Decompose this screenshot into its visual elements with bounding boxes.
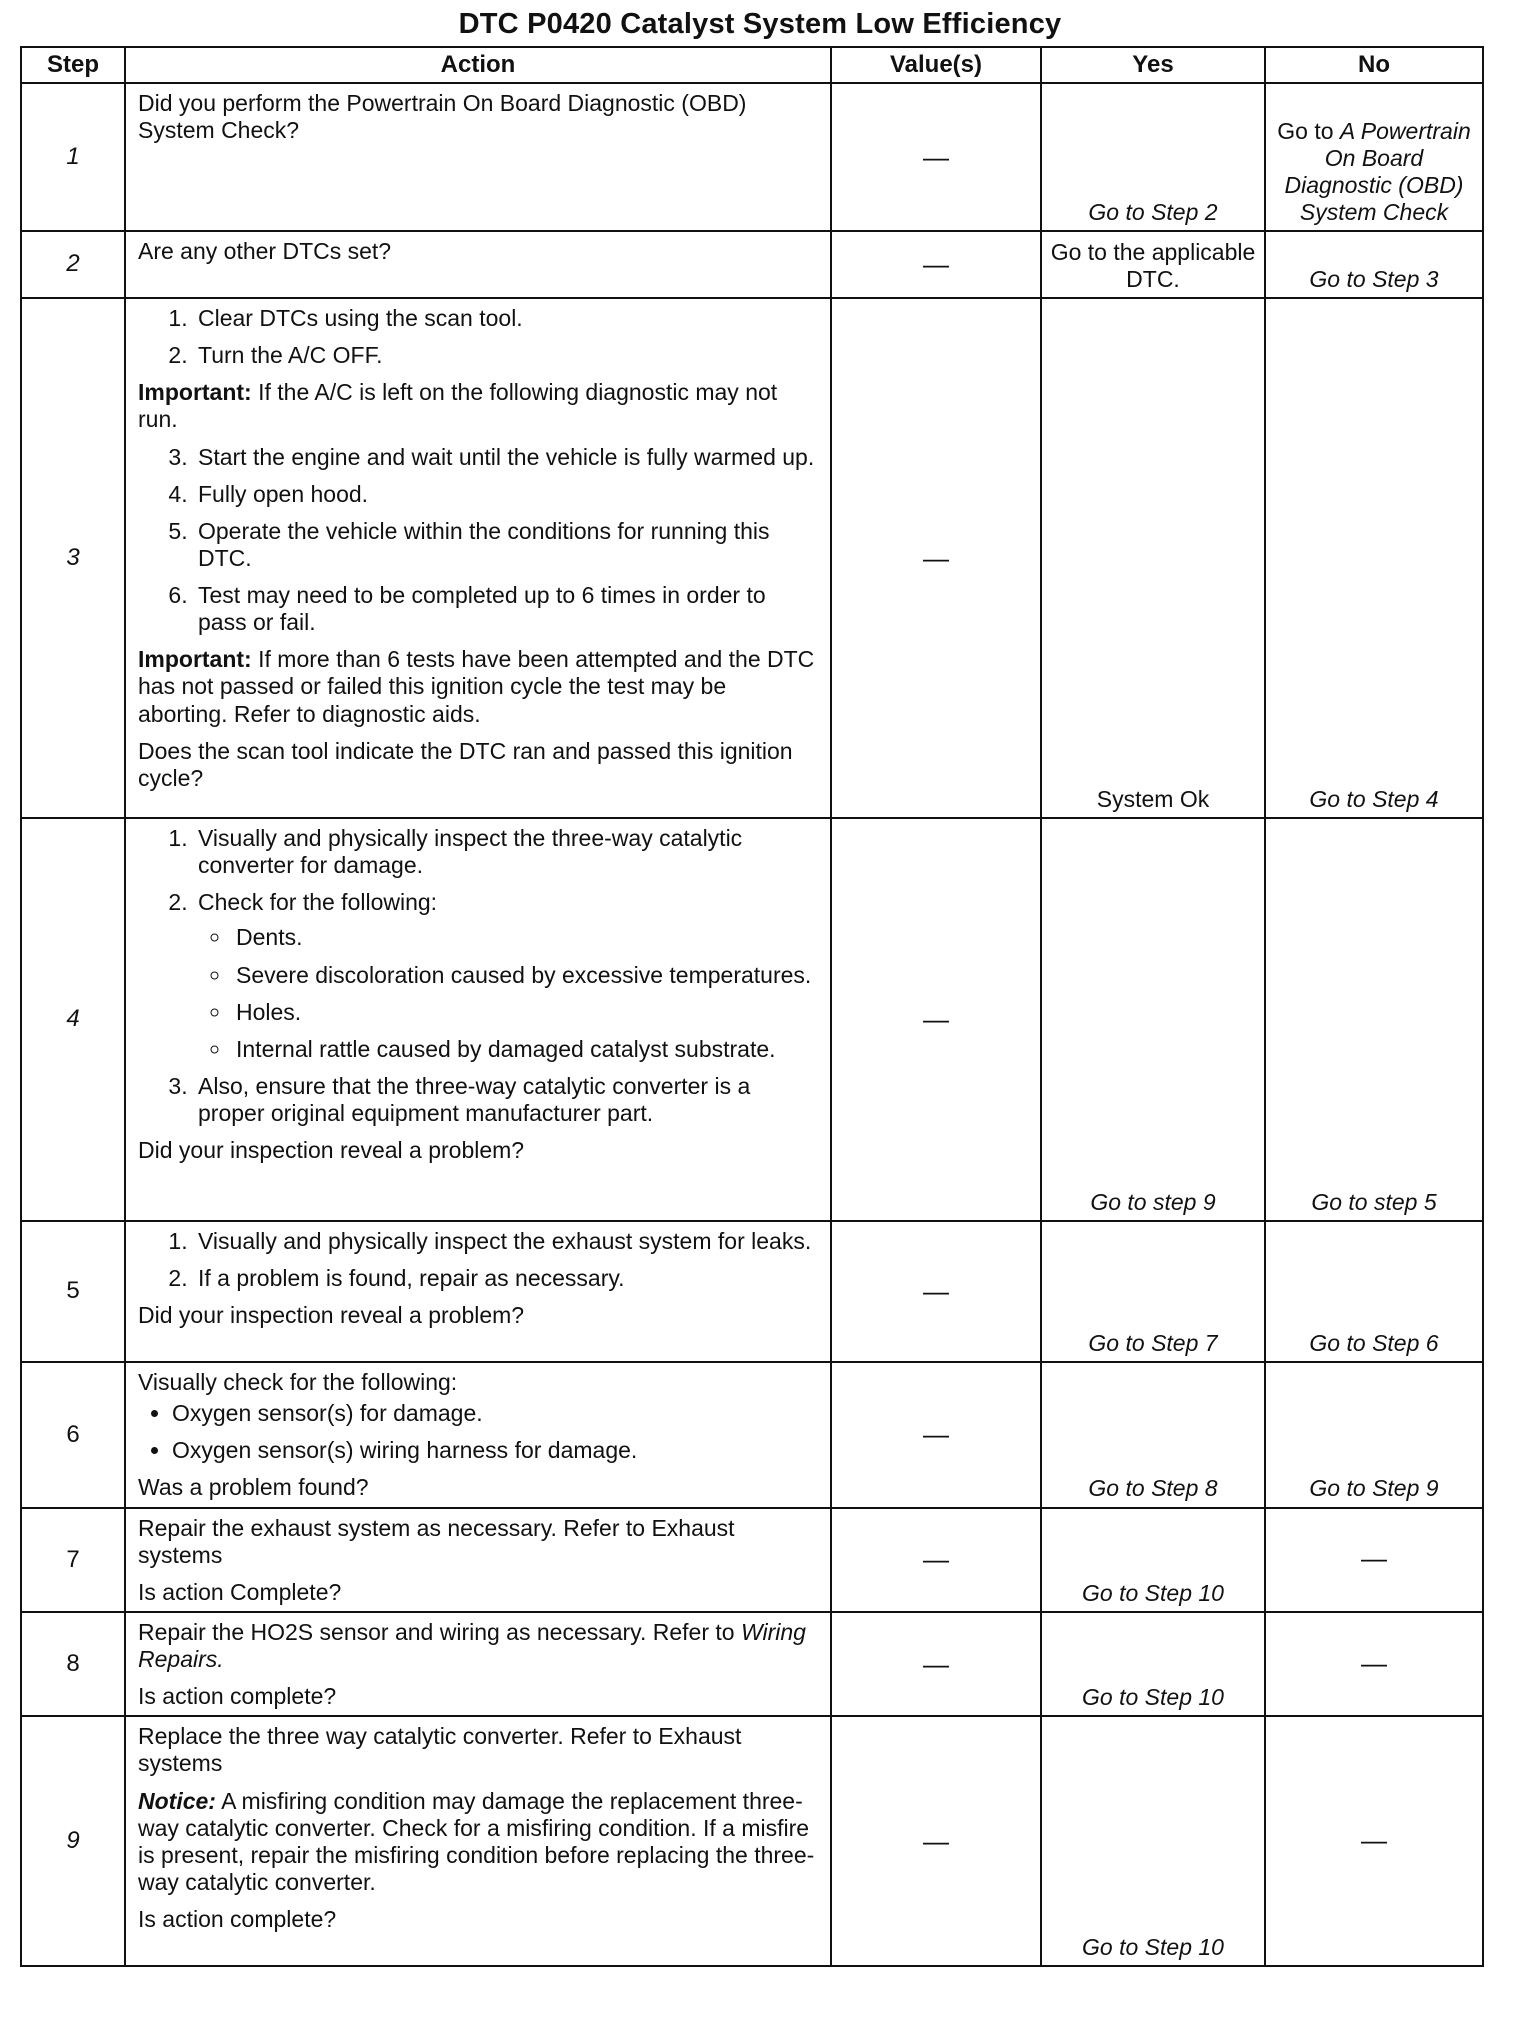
action-cell — [125, 1221, 831, 1362]
value-dash: — — [831, 83, 1041, 231]
no-result-link[interactable]: A Powertrain On Board Diagnostic (OBD) System Check — [1284, 117, 1471, 225]
yes-result: Go to Step 8 — [1041, 1362, 1265, 1508]
value-dash: — — [831, 1612, 1041, 1716]
header-values: Value(s) — [831, 47, 1041, 83]
intro-text: Visually check for the following: — [138, 1369, 458, 1395]
notice-label: Notice: — [138, 1787, 216, 1814]
list-item: 1. Clear DTCs using the scan tool. — [194, 305, 820, 332]
list-item: 3. Start the engine and wait until the vehicle is fully warmed up. — [194, 444, 820, 471]
value-dash: — — [831, 1362, 1041, 1508]
yes-result: Go to Step 10 — [1041, 1508, 1265, 1612]
yes-result: System Ok — [1041, 298, 1265, 818]
list-item: 2. Turn the A/C OFF. — [194, 342, 820, 369]
step-number: 2 — [21, 231, 125, 298]
important-note — [138, 379, 820, 433]
header-yes: Yes — [1041, 47, 1265, 83]
procedure-list — [138, 825, 820, 1127]
list-item-text: Check for the following: — [198, 889, 438, 916]
header-step: Step — [21, 47, 125, 83]
list-item: 1. Visually and physically inspect the exhaust system for leaks. — [194, 1228, 820, 1255]
header-action: Action — [125, 47, 831, 83]
table-row — [21, 1508, 1483, 1612]
step-number: 8 — [21, 1612, 125, 1716]
wiring-repairs-link[interactable]: Wiring Repairs. — [138, 1618, 806, 1672]
action-cell — [125, 231, 831, 298]
important-note — [138, 646, 820, 727]
value-dash: — — [831, 231, 1041, 298]
step-number: 5 — [21, 1221, 125, 1362]
action-text-main: Repair the HO2S sensor and wiring as necessary. Refer to — [138, 1618, 735, 1645]
no-result: Go to Step 3 — [1265, 231, 1483, 298]
table-row — [21, 298, 1483, 818]
no-result — [1265, 83, 1483, 231]
step-number: 4 — [21, 818, 125, 1221]
bullet-item: • Oxygen sensor(s) for damage. — [172, 1400, 820, 1427]
bullet-item: ◦ Dents. — [232, 924, 820, 951]
action-text: Repair the exhaust system as necessary. Refer to Exhaust systems — [138, 1514, 735, 1568]
procedure-list — [138, 305, 820, 369]
value-dash: — — [831, 298, 1041, 818]
important-text: If more than 6 tests have been attempted and the DTC has not passed or failed this ignition cycle the test may be aborting. Refer to diagnostic aids. — [138, 646, 815, 727]
question-text: Did your inspection reveal a problem? — [138, 1302, 525, 1329]
bullet-list — [138, 1400, 820, 1464]
list-item: 5. Operate the vehicle within the conditions for running this DTC. — [194, 518, 820, 572]
step-number: 7 — [21, 1508, 125, 1612]
action-text: Replace the three way catalytic converter. Refer to Exhaust systems — [138, 1723, 742, 1777]
diagnostic-table — [20, 46, 1484, 1967]
value-dash: — — [831, 1221, 1041, 1362]
action-cell — [125, 1508, 831, 1612]
question-text: Was a problem found? — [138, 1474, 369, 1501]
bullet-list — [198, 924, 820, 1063]
yes-result: Go to Step 10 — [1041, 1716, 1265, 1966]
no-result: Go to Step 6 — [1265, 1221, 1483, 1362]
action-cell — [125, 1612, 831, 1716]
value-dash: — — [831, 818, 1041, 1221]
value-dash: — — [831, 1716, 1041, 1966]
question-text: Is action complete? — [138, 1906, 337, 1932]
procedure-list — [138, 444, 820, 637]
table-row — [21, 1221, 1483, 1362]
notice-note — [138, 1788, 820, 1897]
bullet-item: ◦ Severe discoloration caused by excessive temperatures. — [232, 962, 820, 989]
step-number: 1 — [21, 83, 125, 231]
list-item: 3. Also, ensure that the three-way catalytic converter is a proper original equipment manufacturer part. — [194, 1073, 820, 1127]
question-text: Are any other DTCs set? — [138, 238, 392, 264]
notice-text: A misfiring condition may damage the replacement three-way catalytic converter. Check for a misfiring condition. If a misfire is present, repair the misfiring condition before replacing the three-way catalytic converter. — [138, 1787, 815, 1895]
table-row — [21, 231, 1483, 298]
yes-result: Go to step 9 — [1041, 818, 1265, 1221]
action-cell — [125, 298, 831, 818]
action-cell — [125, 83, 831, 231]
table-row — [21, 818, 1483, 1221]
no-result: — — [1265, 1612, 1483, 1716]
list-item: 4. Fully open hood. — [194, 481, 820, 508]
no-result: Go to step 5 — [1265, 818, 1483, 1221]
no-result: — — [1265, 1716, 1483, 1966]
bullet-item: • Oxygen sensor(s) wiring harness for damage. — [172, 1437, 820, 1464]
step-number: 6 — [21, 1362, 125, 1508]
header-no: No — [1265, 47, 1483, 83]
list-item: 6. Test may need to be completed up to 6 times in order to pass or fail. — [194, 582, 820, 636]
action-cell — [125, 1362, 831, 1508]
step-number: 3 — [21, 298, 125, 818]
page-title: DTC P0420 Catalyst System Low Efficiency — [458, 8, 1062, 40]
action-cell — [125, 818, 831, 1221]
procedure-list — [138, 1228, 820, 1292]
no-result-prefix: Go to — [1277, 117, 1334, 144]
step-number: 9 — [21, 1716, 125, 1966]
question-text: Did you perform the Powertrain On Board Diagnostic (OBD) System Check? — [138, 90, 747, 144]
header-row — [21, 47, 1483, 83]
action-cell — [125, 1716, 831, 1966]
question-text: Does the scan tool indicate the DTC ran and passed this ignition cycle? — [138, 737, 793, 791]
table-row — [21, 1612, 1483, 1716]
yes-result: Go to the applicable DTC. — [1041, 231, 1265, 298]
yes-result: Go to Step 2 — [1041, 83, 1265, 231]
no-result: — — [1265, 1508, 1483, 1612]
list-item — [194, 889, 820, 1063]
action-text — [138, 1619, 820, 1673]
question-text: Did your inspection reveal a problem? — [138, 1137, 525, 1164]
value-dash: — — [831, 1508, 1041, 1612]
no-result: Go to Step 9 — [1265, 1362, 1483, 1508]
no-result: Go to Step 4 — [1265, 298, 1483, 818]
bullet-item: ◦ Holes. — [232, 999, 820, 1026]
list-item: 1. Visually and physically inspect the three-way catalytic converter for damage. — [194, 825, 820, 879]
table-row — [21, 1716, 1483, 1966]
important-label: Important: — [138, 646, 252, 673]
list-item: 2. If a problem is found, repair as necessary. — [194, 1265, 820, 1292]
question-text: Is action complete? — [138, 1683, 337, 1710]
yes-result: Go to Step 7 — [1041, 1221, 1265, 1362]
question-text: Is action Complete? — [138, 1578, 342, 1605]
table-row — [21, 83, 1483, 231]
table-row — [21, 1362, 1483, 1508]
important-label: Important: — [138, 379, 252, 406]
important-text: If the A/C is left on the following diagnostic may not run. — [138, 379, 778, 433]
yes-result: Go to Step 10 — [1041, 1612, 1265, 1716]
bullet-item: ◦ Internal rattle caused by damaged catalyst substrate. — [232, 1036, 820, 1063]
